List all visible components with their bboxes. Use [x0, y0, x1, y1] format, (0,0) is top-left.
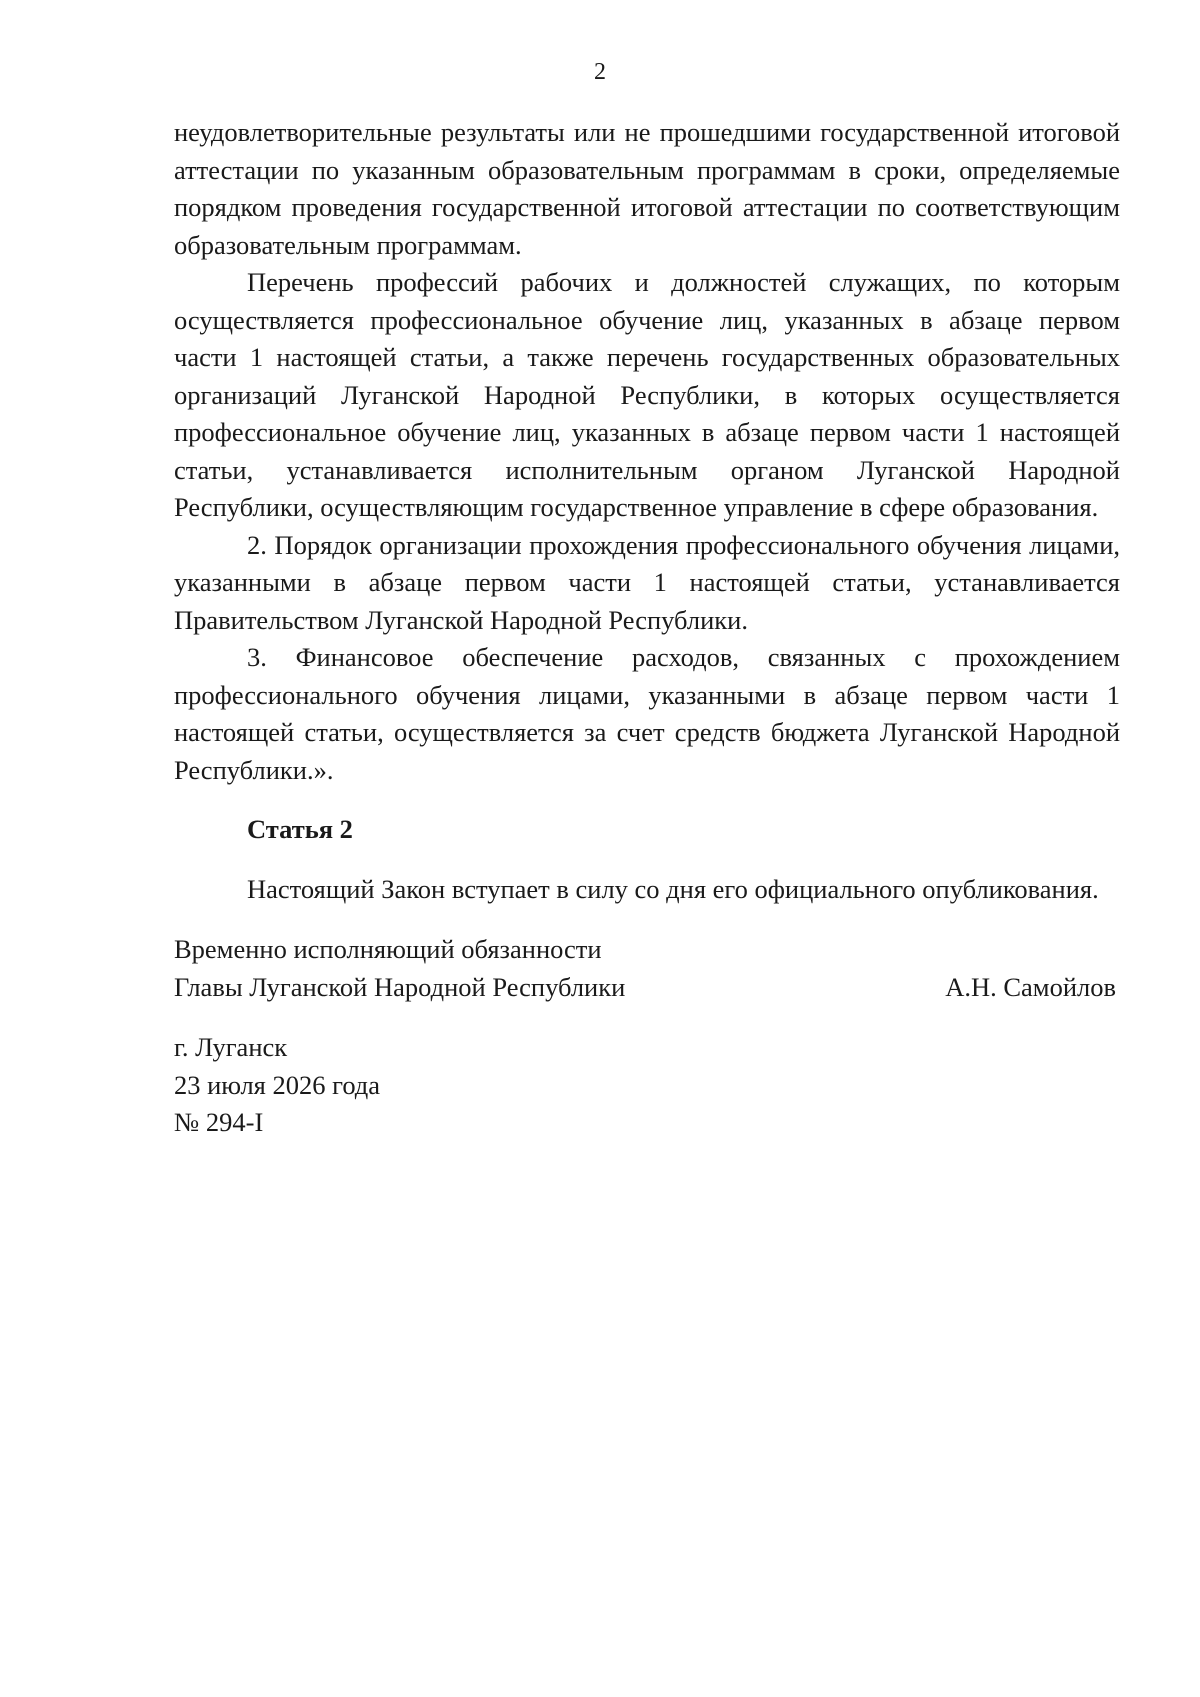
page-number: 2 — [594, 59, 606, 85]
paragraph-item-3: 3. Финансовое обеспечение расходов, связанных с прохождением профессионального обучения лицами, указанными в абзаце первом части 1 настоящей статьи, осуществляется за счет средств бюджета Луганской Народной Республики.». — [174, 642, 1120, 785]
paragraph-list-of-professions: Перечень профессий рабочих и должностей служащих, по которым осуществляется профессиональное обучение лиц, указанных в абзаце первом части 1 настоящей статьи, а также перечень государственных образовательных организаций Луганской Народной Республики, в которых осуществляется профессиональное обучение лиц, указанных в абзаце первом части 1 настоящей статьи, устанавливается исполнительным органом Луганской Народной Республики, осуществляющим государственное управление в сфере образования. — [174, 267, 1120, 522]
law-number: № 294-I — [174, 1107, 264, 1137]
signatory-title-line2: Главы Луганской Народной Республики — [174, 971, 626, 1002]
date: 23 июля 2026 года — [174, 1069, 381, 1100]
signature-block — [174, 931, 1120, 1006]
signatory-title-line1: Временно исполняющий обязанности — [174, 934, 602, 964]
signatory-name: А.Н. Самойлов — [945, 971, 1116, 1002]
document-body — [174, 114, 1120, 1142]
paragraph-continuation: неудовлетворительные результаты или не прошедшими государственной итоговой аттестации по указанным образовательным программам в сроки, определяемые порядком проведения государственной итоговой аттестации по соответствующим образовательным программам. — [174, 117, 1120, 260]
article-text: Настоящий Закон вступает в силу со дня его официального опубликования. — [247, 873, 1099, 904]
article-heading: Статья 2 — [247, 814, 353, 844]
document-footer — [174, 1029, 1120, 1142]
city: г. Луганск — [174, 1032, 288, 1062]
paragraph-item-2: 2. Порядок организации прохождения профессионального обучения лицами, указанными в абзаце первом части 1 настоящей статьи, устанавливается Правительством Луганской Народной Республики. — [174, 529, 1120, 635]
